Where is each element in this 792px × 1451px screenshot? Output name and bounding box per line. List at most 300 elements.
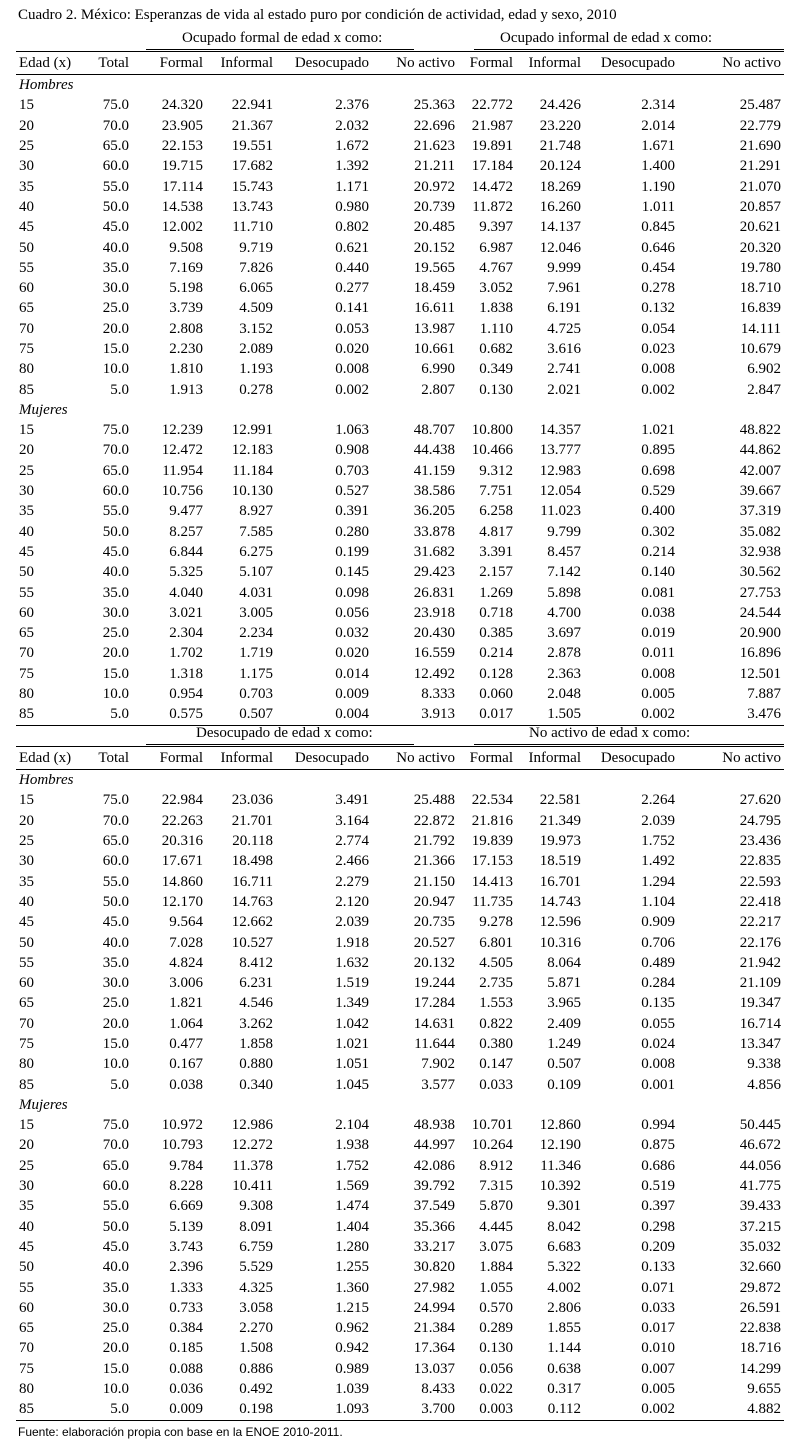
table-row	[16, 197, 784, 217]
table-row	[16, 1054, 784, 1074]
group-header-right: Ocupado informal de edad x como:	[500, 30, 713, 46]
table-cell: 0.002	[584, 1399, 678, 1420]
table-cell: 24.795	[739, 812, 781, 829]
table-cell: 35.032	[739, 1238, 781, 1255]
table-cell: 9.508	[169, 239, 203, 256]
table-cell: 0.289	[479, 1320, 513, 1337]
table-cell: 0.942	[335, 1340, 369, 1357]
table-cell: 19.565	[413, 259, 455, 276]
table-cell: 3.075	[479, 1238, 513, 1255]
table-cell: 22.872	[413, 812, 455, 829]
table-cell: 85	[16, 1399, 88, 1420]
table-cell: 2.039	[335, 914, 369, 931]
table-cell: 70.0	[102, 117, 129, 134]
table-cell: 2.014	[641, 117, 675, 134]
table-row	[16, 116, 784, 136]
table-cell: 11.023	[540, 503, 581, 520]
group-header-left: Desocupado de edad x como:	[196, 725, 373, 741]
table-cell: 0.686	[641, 1157, 675, 1174]
table-cell: 10.392	[539, 1178, 581, 1195]
table-cell: 50	[19, 564, 34, 581]
table-cell: 75	[19, 1036, 34, 1052]
table-cell: 18.716	[739, 1340, 781, 1357]
table-cell: 6.759	[239, 1238, 273, 1255]
table-cell: 50.0	[102, 523, 129, 540]
table-cell: 2.234	[239, 625, 273, 642]
table-cell: 0.845	[641, 219, 675, 236]
table-cell: 1.110	[479, 320, 513, 337]
table-cell: 3.913	[372, 704, 458, 725]
table-cell: 21.070	[739, 178, 781, 195]
table-cell: 15	[19, 97, 34, 114]
table-cell: 16.559	[413, 645, 455, 662]
table-cell: 4.725	[547, 320, 581, 337]
table-cell: 20.0	[102, 320, 129, 337]
table-cell: 10.800	[471, 422, 513, 439]
table-cell: 20.0	[102, 1015, 129, 1032]
table-cell: 0.002	[335, 381, 369, 398]
table-cell: 39.433	[739, 1198, 781, 1215]
table-cell: 0.008	[641, 1056, 675, 1073]
table-cell: 19.551	[231, 138, 273, 155]
table-cell: 22.984	[161, 792, 203, 809]
table-cell: 22.696	[413, 117, 455, 134]
table-cell: 25.0	[102, 300, 129, 317]
table-cell: 0.298	[641, 1218, 675, 1235]
table-cell: 3.391	[479, 543, 513, 560]
table-cell: 20	[19, 117, 34, 134]
table-cell: 2.847	[747, 381, 781, 398]
table-cell: 20.527	[413, 934, 455, 951]
table-cell: 70	[19, 320, 34, 337]
table-cell: 0.133	[641, 1259, 675, 1276]
table-cell: 2.048	[547, 686, 581, 703]
table-cell: 2.279	[335, 873, 369, 890]
table-cell: 10.466	[471, 442, 513, 459]
table-cell: 1.400	[641, 158, 675, 175]
table-cell: 0.055	[641, 1015, 675, 1032]
table-cell: 30	[19, 853, 34, 870]
table-cell: 2.806	[547, 1299, 581, 1316]
table-cell: 0.477	[169, 1036, 203, 1052]
table-cell: 0.908	[335, 442, 369, 459]
table-cell: 8.064	[547, 954, 581, 971]
table-cell: 25.0	[102, 1320, 129, 1337]
table-cell: 25.0	[102, 995, 129, 1012]
table-cell: 75.0	[102, 422, 129, 439]
table-cell: 5.0	[110, 381, 129, 398]
table-cell: 41.775	[739, 1178, 781, 1195]
table-cell: 0.989	[335, 1360, 369, 1377]
table-cell: 0.214	[479, 645, 513, 662]
table-cell: 12.190	[539, 1137, 581, 1154]
table-cell: 20.0	[102, 645, 129, 662]
table-cell: 4.445	[479, 1218, 513, 1235]
table-cell: 0.340	[239, 1076, 273, 1093]
table-cell: 1.918	[335, 934, 369, 951]
table-cell: 7.142	[547, 564, 581, 581]
table-cell: 21.384	[413, 1320, 455, 1337]
table-cell: 0.621	[335, 239, 369, 256]
table-cell: 32.938	[739, 543, 781, 560]
table-cell: 21.366	[413, 853, 455, 870]
table-cell: 21.690	[739, 138, 781, 155]
table-cell: 75	[19, 341, 34, 357]
table-cell: 1.360	[335, 1279, 369, 1296]
table-row	[16, 176, 784, 196]
table-cell: 70	[19, 645, 34, 662]
table-cell: 15.0	[102, 1036, 129, 1052]
table-cell: 50	[19, 1259, 34, 1276]
table-row	[16, 562, 784, 582]
table-cell: 30	[19, 1178, 34, 1195]
table-cell: 14.860	[161, 873, 203, 890]
table-cell: 0.033	[479, 1076, 513, 1093]
table-cell: 35	[19, 503, 34, 520]
table-cell: 0.008	[335, 361, 369, 378]
table-cell: 12.501	[739, 665, 781, 682]
table-cell: 12.183	[231, 442, 273, 459]
table-cell: 1.255	[335, 1259, 369, 1276]
section-header-row	[16, 1095, 784, 1115]
table-cell: 0.384	[169, 1320, 203, 1337]
table-cell: 18.710	[739, 280, 781, 297]
table-cell: 2.807	[421, 381, 455, 398]
table-cell: 2.021	[547, 381, 581, 398]
column-header: Edad (x)	[16, 52, 88, 75]
column-header: Formal	[132, 52, 206, 75]
table-cell: 0.009	[335, 686, 369, 703]
table-cell: 19.891	[471, 138, 513, 155]
group-header-right: No activo de edad x como:	[529, 725, 691, 741]
table-cell: 65	[19, 300, 34, 317]
table-cell: 65.0	[102, 833, 129, 850]
table-cell: 20	[19, 1137, 34, 1154]
table-cell: 4.325	[239, 1279, 273, 1296]
section-header-row	[16, 400, 784, 420]
table-cell: 21.792	[413, 833, 455, 850]
column-header: No activo	[678, 747, 784, 770]
table-cell: 15	[19, 422, 34, 439]
table-cell: 0.733	[169, 1299, 203, 1316]
table-cell: 80	[19, 361, 34, 378]
table-cell: 1.064	[169, 1015, 203, 1032]
table-row	[16, 811, 784, 831]
table-cell: 30.0	[102, 1299, 129, 1316]
table-cell: 17.114	[162, 178, 203, 195]
table-cell: 25.488	[413, 792, 455, 809]
table-row	[16, 359, 784, 379]
table-cell: 20.132	[413, 954, 455, 971]
table-row	[16, 1379, 784, 1399]
table-cell: 0.718	[479, 604, 513, 621]
table-cell: 23.905	[161, 117, 203, 134]
table-cell: 24.320	[161, 97, 203, 114]
table-cell: 65.0	[102, 462, 129, 479]
table-cell: 0.962	[335, 1320, 369, 1337]
table-cell: 0.023	[641, 341, 675, 357]
group-rule-left	[146, 49, 414, 50]
section-header-row	[16, 75, 784, 96]
column-header: Informal	[206, 747, 276, 770]
table-cell: 1.702	[169, 645, 203, 662]
table-cell: 0.002	[641, 381, 675, 398]
table-cell: 50.445	[739, 1117, 781, 1134]
table-cell: 24.544	[739, 604, 781, 621]
table-cell: 13.347	[739, 1036, 781, 1052]
table-cell: 1.474	[335, 1198, 369, 1215]
table-cell: 12.002	[161, 219, 203, 236]
table-cell: 8.912	[479, 1157, 513, 1174]
table-cell: 17.284	[413, 995, 455, 1012]
table-cell: 55	[19, 1279, 34, 1296]
table-cell: 1.508	[239, 1340, 273, 1357]
table-cell: 19.839	[471, 833, 513, 850]
group-rule-left	[146, 744, 414, 745]
table-cell: 12.492	[413, 665, 455, 682]
table-cell: 55	[19, 584, 34, 601]
table-cell: 0.130	[479, 381, 513, 398]
table-cell: 0.397	[641, 1198, 675, 1215]
table-cell: 24.994	[413, 1299, 455, 1316]
table-cell: 50	[19, 934, 34, 951]
table-row	[16, 1217, 784, 1237]
table-cell: 0.130	[479, 1340, 513, 1357]
table-cell: 11.346	[540, 1157, 581, 1174]
table-cell: 7.585	[239, 523, 273, 540]
table-cell: 12.991	[231, 422, 273, 439]
table-cell: 22.941	[231, 97, 273, 114]
table-row	[16, 542, 784, 562]
table-cell: 55	[19, 259, 34, 276]
table-cell: 16.711	[232, 873, 273, 890]
table-cell: 12.472	[161, 442, 203, 459]
table-cell: 0.380	[479, 1036, 513, 1052]
table-cell: 22.534	[471, 792, 513, 809]
column-header: Formal	[132, 747, 206, 770]
table-row	[16, 623, 784, 643]
column-header: Total	[88, 52, 132, 75]
table-cell: 11.184	[232, 462, 273, 479]
table-row	[16, 339, 784, 359]
table-cell: 1.249	[547, 1036, 581, 1052]
table-cell: 21.367	[231, 117, 273, 134]
table-cell: 35	[19, 873, 34, 890]
table-row	[16, 871, 784, 891]
column-header: Desocupado	[584, 747, 678, 770]
table-cell: 0.145	[335, 564, 369, 581]
table-cell: 0.284	[641, 975, 675, 992]
table-cell: 25.363	[413, 97, 455, 114]
table-cell: 20.900	[739, 625, 781, 642]
table-cell: 19.715	[161, 158, 203, 175]
table-cell: 35.0	[102, 259, 129, 276]
table-cell: 2.409	[547, 1015, 581, 1032]
table-cell: 0.054	[641, 320, 675, 337]
table-cell: 0.014	[335, 665, 369, 682]
table-cell: 22.593	[739, 873, 781, 890]
table-cell: 21.748	[539, 138, 581, 155]
table-cell: 0.140	[641, 564, 675, 581]
table-cell: 17.682	[231, 158, 273, 175]
table-cell: 40	[19, 1218, 34, 1235]
table-row	[16, 420, 784, 440]
group-rule-right	[474, 744, 784, 745]
table-cell: 6.191	[547, 300, 581, 317]
table-cell: 1.752	[641, 833, 675, 850]
table-cell: 8.228	[169, 1178, 203, 1195]
table-cell: 3.739	[169, 300, 203, 317]
table-row	[16, 298, 784, 318]
table-cell: 7.887	[747, 686, 781, 703]
table-cell: 3.152	[239, 320, 273, 337]
table-cell: 6.683	[547, 1238, 581, 1255]
table-row	[16, 912, 784, 932]
table-cell: 9.477	[169, 503, 203, 520]
table-cell: 0.646	[641, 239, 675, 256]
table-cell: 1.280	[335, 1238, 369, 1255]
table-cell: 45.0	[102, 219, 129, 236]
table-cell: 0.895	[641, 442, 675, 459]
table-cell: 16.714	[739, 1015, 781, 1032]
table-cell: 6.669	[169, 1198, 203, 1215]
table-cell: 15.743	[231, 178, 273, 195]
table-cell: 1.519	[335, 975, 369, 992]
table-cell: 17.153	[471, 853, 513, 870]
table-cell: 40	[19, 198, 34, 215]
table-cell: 1.318	[169, 665, 203, 682]
table-cell: 0.008	[641, 361, 675, 378]
table-cell: 1.569	[335, 1178, 369, 1195]
table-cell: 45	[19, 1238, 34, 1255]
table-cell: 21.291	[739, 158, 781, 175]
table-cell: 30.0	[102, 604, 129, 621]
table-row	[16, 1196, 784, 1216]
table-cell: 2.314	[641, 97, 675, 114]
table-cell: 19.244	[413, 975, 455, 992]
table-cell: 0.570	[479, 1299, 513, 1316]
table-cell: 60	[19, 1299, 34, 1316]
table-cell: 85	[19, 1076, 34, 1093]
table-cell: 1.821	[169, 995, 203, 1012]
table-cell: 0.128	[479, 665, 513, 682]
table-row	[16, 1359, 784, 1379]
table-cell: 5.0	[88, 1399, 132, 1420]
table-cell: 0.317	[547, 1381, 581, 1398]
table-row	[16, 1237, 784, 1257]
table-cell: 0.703	[335, 462, 369, 479]
table-cell: 10.0	[102, 1381, 129, 1398]
table-cell: 10.661	[413, 341, 455, 357]
table-cell: 65	[19, 995, 34, 1012]
table-cell: 75	[19, 665, 34, 682]
table-cell: 40.0	[102, 564, 129, 581]
table-cell: 14.631	[413, 1015, 455, 1032]
table-row	[16, 1135, 784, 1155]
data-table	[16, 746, 784, 1421]
table-cell: 18.459	[413, 280, 455, 297]
table-cell: 35.082	[739, 523, 781, 540]
section-label: Mujeres	[19, 401, 68, 418]
table-cell: 20.857	[739, 198, 781, 215]
table-row	[16, 481, 784, 501]
table-cell: 1.838	[479, 300, 513, 317]
table-cell: 65.0	[102, 138, 129, 155]
table-cell: 0.198	[206, 1399, 276, 1420]
table-cell: 1.055	[479, 1279, 513, 1296]
table-cell: 25	[19, 138, 34, 155]
table-cell: 60	[19, 604, 34, 621]
table-cell: 1.175	[239, 665, 273, 682]
column-header: Edad (x)	[16, 747, 88, 770]
column-header: No activo	[372, 747, 458, 770]
table-row	[16, 237, 784, 257]
table-cell: 70.0	[102, 812, 129, 829]
table-cell: 31.682	[413, 543, 455, 560]
table-cell: 0.020	[335, 341, 369, 357]
table-cell: 16.611	[414, 300, 455, 317]
table-cell: 9.719	[239, 239, 273, 256]
table-cell: 22.263	[161, 812, 203, 829]
table-cell: 48.822	[739, 422, 781, 439]
table-cell: 0.098	[335, 584, 369, 601]
table-row	[16, 461, 784, 481]
table-cell: 26.591	[739, 1299, 781, 1316]
table-cell: 1.021	[335, 1036, 369, 1052]
table-cell: 37.215	[739, 1218, 781, 1235]
table-cell: 6.987	[479, 239, 513, 256]
table-cell: 0.400	[641, 503, 675, 520]
table-cell: 19.780	[739, 259, 781, 276]
table-cell: 0.909	[641, 914, 675, 931]
table-cell: 10.264	[471, 1137, 513, 1154]
table-cell: 6.801	[479, 934, 513, 951]
table-cell: 3.743	[169, 1238, 203, 1255]
table-cell: 18.269	[539, 178, 581, 195]
table-cell: 20.621	[739, 219, 781, 236]
table-cell: 50	[19, 239, 34, 256]
table-cell: 13.037	[413, 1360, 455, 1377]
table-cell: 0.706	[641, 934, 675, 951]
table-cell: 75.0	[102, 97, 129, 114]
table-cell: 20.118	[232, 833, 273, 850]
table-cell: 55	[19, 954, 34, 971]
table-cell: 30	[19, 158, 34, 175]
table-cell: 3.616	[547, 341, 581, 357]
table-cell: 3.006	[169, 975, 203, 992]
section-label: Hombres	[19, 772, 74, 789]
table-cell: 0.278	[641, 280, 675, 297]
table-cell: 30.0	[102, 975, 129, 992]
table-cell: 5.325	[169, 564, 203, 581]
table-cell: 30	[19, 483, 34, 500]
table-cell: 5.107	[239, 564, 273, 581]
section-label: Mujeres	[19, 1096, 68, 1113]
table-cell: 22.581	[539, 792, 581, 809]
table-cell: 37.319	[739, 503, 781, 520]
table-cell: 5.871	[547, 975, 581, 992]
table-cell: 4.031	[239, 584, 273, 601]
table-cell: 22.217	[739, 914, 781, 931]
table-cell: 7.028	[169, 934, 203, 951]
table-cell: 2.363	[547, 665, 581, 682]
table-cell: 11.710	[232, 219, 273, 236]
table-cell: 44.438	[413, 442, 455, 459]
table-cell: 1.104	[641, 893, 675, 910]
table-cell: 22.176	[739, 934, 781, 951]
table-cell: 0.109	[547, 1076, 581, 1093]
table-cell: 21.623	[413, 138, 455, 155]
